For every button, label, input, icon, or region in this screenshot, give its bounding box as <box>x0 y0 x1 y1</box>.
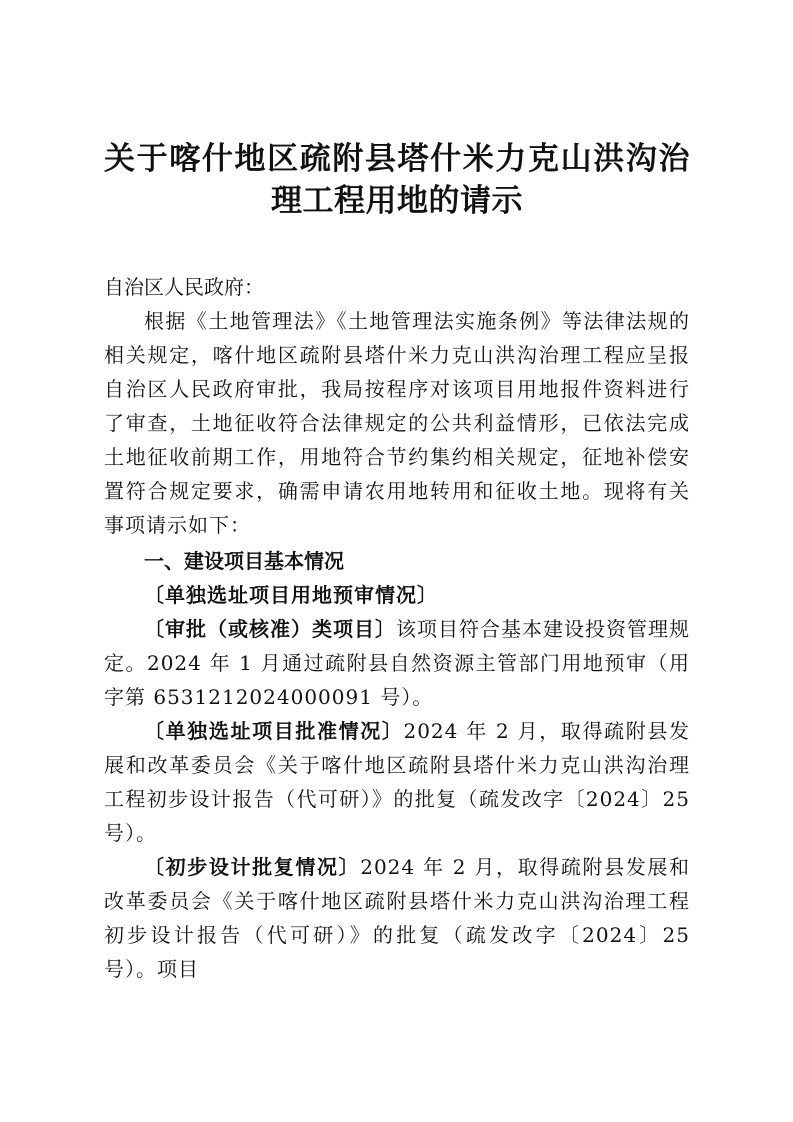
paragraph-approval <box>104 612 690 714</box>
paragraph-approval-text: 该项目符合基本建设投资管理规定。2024 年 1 月通过疏附县自然资源主管部门用地预审（用字第 6531212024000091 号）。 <box>104 617 690 709</box>
document-title: 关于喀什地区疏附县塔什米力克山洪沟治理工程用地的请示 <box>104 141 690 219</box>
paragraph-design-text: 2024 年 2 月，取得疏附县发展和改革委员会《关于喀什地区疏附县塔什米力克山洪沟治理工程初步设计报告（代可研）》的批复（疏发改字〔2024〕25 号）。项目 <box>104 855 690 981</box>
paragraph-approval-label: 〔审批（或核准）类项目〕 <box>144 617 396 641</box>
paragraph-site-text: 2024 年 2 月，取得疏附县发展和改革委员会《关于喀什地区疏附县塔什米力克山洪沟治理工程初步设计报告（代可研）》的批复（疏发改字〔2024〕25 号）。 <box>104 719 691 845</box>
sub-heading-preaudit: 〔单独选址项目用地预审情况〕 <box>144 583 438 607</box>
paragraph-site-label: 〔单独选址项目批准情况〕 <box>144 719 404 743</box>
addressee: 自治区人民政府： <box>104 275 264 299</box>
intro-paragraph: 根据《土地管理法》《土地管理法实施条例》等法律法规的相关规定，喀什地区疏附县塔什米力克山洪沟治理工程应呈报自治区人民政府审批，我局按程序对该项目用地报件资料进行了审查，土地征收符合法律规定的公共利益情形，已依法完成土地征收前期工作，用地符合节约集约相关规定，征地补偿安置符合规定要求，确需申请农用地转用和征收土地。现将有关事项请示如下： <box>104 309 690 537</box>
paragraph-site-approval <box>104 714 690 850</box>
paragraph-design-approval <box>104 850 690 986</box>
document-page <box>104 138 690 986</box>
section-heading-basic-info: 一、建设项目基本情况 <box>144 549 344 573</box>
paragraph-design-label: 〔初步设计批复情况〕 <box>144 855 361 879</box>
